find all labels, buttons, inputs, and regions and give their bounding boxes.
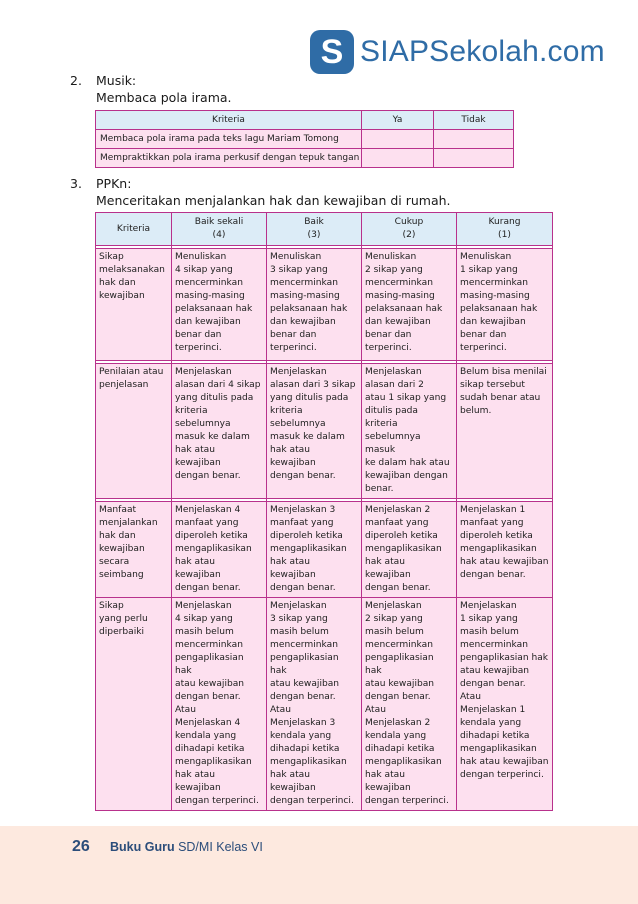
- logo-badge: S: [310, 30, 354, 74]
- rubric-cell: Menjelaskan 2 manfaat yang diperoleh ketika mengaplikasikan hak atau kewajiban dengan benar.: [362, 502, 457, 598]
- table-row: [96, 149, 514, 168]
- siapsekolah-logo[interactable]: [310, 26, 605, 78]
- section-3-number: 3.: [70, 176, 82, 191]
- book-title: [110, 840, 263, 854]
- rubric-cell: Menjelaskan alasan dari 4 sikap yang ditulis pada kriteria sebelumnya masuk ke dalam hak atau kewajiban dengan benar.: [172, 364, 267, 499]
- criteria-cell: Mempraktikkan pola irama perkusif dengan tepuk tangan: [96, 149, 362, 168]
- book-title-rest: SD/MI Kelas VI: [174, 840, 263, 854]
- rubric-cell: Menjelaskan 4 manfaat yang diperoleh ketika mengaplikasikan hak atau kewajiban dengan benar.: [172, 502, 267, 598]
- ya-checkbox-cell[interactable]: [362, 149, 434, 168]
- rubric-cell: Menuliskan 3 sikap yang mencerminkan masing-masing pelaksanaan hak dan kewajiban benar dan terperinci.: [267, 249, 362, 361]
- section-2-number: 2.: [70, 73, 82, 88]
- column-header-tidak: Tidak: [434, 111, 514, 130]
- musik-criteria-table: [95, 110, 514, 168]
- table-row: [96, 598, 553, 811]
- logo-text: SIAPSekolah.com: [360, 35, 605, 68]
- tidak-checkbox-cell[interactable]: [434, 130, 514, 149]
- page-number: 26: [72, 838, 90, 855]
- rubric-cell: Menjelaskan 3 sikap yang masih belum mencerminkan pengaplikasian hak atau kewajiban dengan benar. Atau Menjelaskan 3 kendala yang dihadapi ketika mengaplikasikan hak atau kewajiban dengan terperinci.: [267, 598, 362, 811]
- table-row: [96, 502, 553, 598]
- criteria-cell: Sikap melaksanakan hak dan kewajiban: [96, 249, 172, 361]
- ppkn-rubric-table: [95, 212, 553, 811]
- rubric-cell: Menjelaskan 1 manfaat yang diperoleh ketika mengaplikasikan hak atau kewajiban dengan benar.: [457, 502, 553, 598]
- rubric-cell: Menjelaskan alasan dari 2 atau 1 sikap yang ditulis pada kriteria sebelumnya masuk ke dalam hak atau kewajiban dengan benar.: [362, 364, 457, 499]
- section-2-title: Musik:: [96, 73, 137, 88]
- column-header-kriteria: Kriteria: [96, 111, 362, 130]
- table-row: [96, 364, 553, 499]
- criteria-cell: Membaca pola irama pada teks lagu Mariam Tomong: [96, 130, 362, 149]
- rubric-cell: Menuliskan 1 sikap yang mencerminkan masing-masing pelaksanaan hak dan kewajiban benar dan terperinci.: [457, 249, 553, 361]
- section-2-heading: [70, 73, 550, 107]
- column-header-baik-sekali: Baik sekali (4): [172, 213, 267, 246]
- column-header-baik: Baik (3): [267, 213, 362, 246]
- column-header-kurang: Kurang (1): [457, 213, 553, 246]
- section-2-subtitle: Membaca pola irama.: [96, 90, 232, 105]
- criteria-cell: Penilaian atau penjelasan: [96, 364, 172, 499]
- page-footer: [0, 826, 638, 904]
- column-header-kriteria: Kriteria: [96, 213, 172, 246]
- section-3-title: PPKn:: [96, 176, 132, 191]
- ya-checkbox-cell[interactable]: [362, 130, 434, 149]
- rubric-cell: Menjelaskan 1 sikap yang masih belum mencerminkan pengaplikasian hak atau kewajiban dengan benar. Atau Menjelaskan 1 kendala yang dihadapi ketika mengaplikasikan hak atau kewajiban dengan terperinci.: [457, 598, 553, 811]
- rubric-cell: Menuliskan 2 sikap yang mencerminkan masing-masing pelaksanaan hak dan kewajiban benar dan terperinci.: [362, 249, 457, 361]
- column-header-ya: Ya: [362, 111, 434, 130]
- tidak-checkbox-cell[interactable]: [434, 149, 514, 168]
- rubric-cell: Menjelaskan 4 sikap yang masih belum mencerminkan pengaplikasian hak atau kewajiban dengan benar. Atau Menjelaskan 4 kendala yang dihadapi ketika mengaplikasikan hak atau kewajiban dengan terperinci.: [172, 598, 267, 811]
- section-3-subtitle: Menceritakan menjalankan hak dan kewajiban di rumah.: [96, 193, 451, 208]
- section-3-heading: [70, 176, 550, 210]
- table-header-row: [96, 213, 553, 246]
- table-row: [96, 130, 514, 149]
- criteria-cell: Manfaat menjalankan hak dan kewajiban secara seimbang: [96, 502, 172, 598]
- book-title-bold: Buku Guru: [110, 840, 175, 854]
- column-header-cukup: Cukup (2): [362, 213, 457, 246]
- rubric-cell: Menjelaskan 3 manfaat yang diperoleh ketika mengaplikasikan hak atau kewajiban dengan benar.: [267, 502, 362, 598]
- criteria-cell: Sikap yang perlu diperbaiki: [96, 598, 172, 811]
- table-header-row: [96, 111, 514, 130]
- table-row: [96, 249, 553, 361]
- rubric-cell: Menjelaskan alasan dari 3 sikap yang ditulis pada kriteria sebelumnya masuk ke dalam hak atau kewajiban dengan benar.: [267, 364, 362, 499]
- rubric-cell: Menuliskan 4 sikap yang mencerminkan masing-masing pelaksanaan hak dan kewajiban benar dan terperinci.: [172, 249, 267, 361]
- rubric-cell: Menjelaskan 2 sikap yang masih belum mencerminkan pengaplikasian hak atau kewajiban dengan benar. Atau Menjelaskan 2 kendala yang dihadapi ketika mengaplikasikan hak atau kewajiban dengan terperinci.: [362, 598, 457, 811]
- rubric-cell: Belum bisa menilai sikap tersebut sudah benar atau belum.: [457, 364, 553, 499]
